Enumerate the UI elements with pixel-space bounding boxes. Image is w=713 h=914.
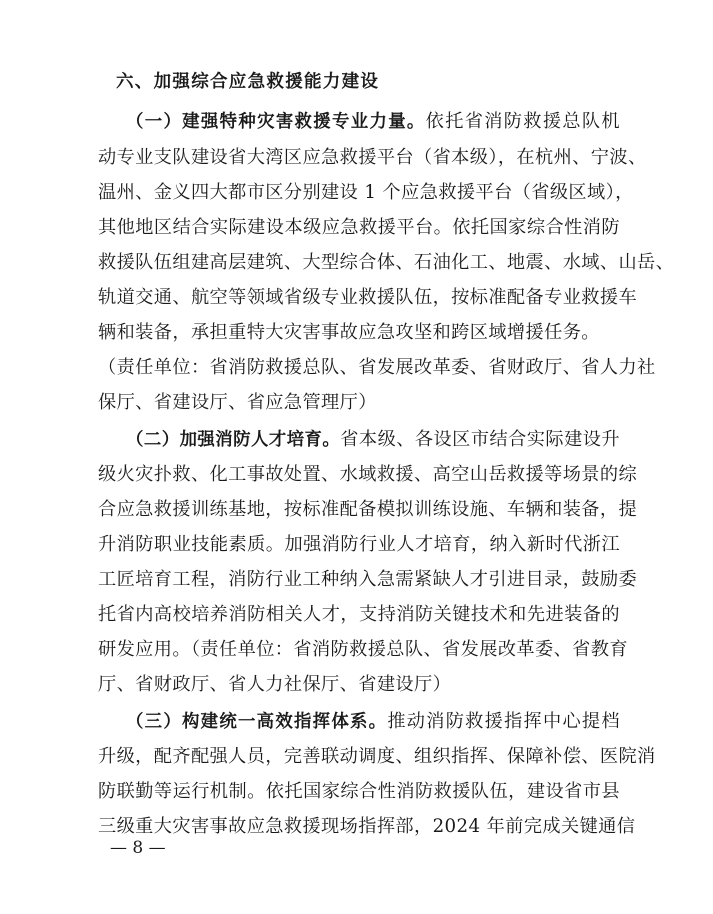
paragraph-1-line-9: 保厅、省建设厅、省应急管理厅） bbox=[98, 392, 377, 413]
paragraph-1-line-7: 辆和装备，承担重特大灾害事故应急攻坚和跨区域增援任务。 bbox=[98, 322, 600, 343]
paragraph-3-line-1 bbox=[126, 710, 620, 734]
paragraph-2-line-2: 级火灾扑救、化工事故处置、水域救援、高空山岳救援等场景的综 bbox=[98, 464, 638, 485]
paragraph-2-line-1 bbox=[126, 428, 620, 452]
paragraph-1-line-5: 救援队伍组建高层建筑、大型综合体、石油化工、地震、水域、山岳、 bbox=[98, 252, 675, 273]
paragraph-2-line-7: 研发应用。（责任单位：省消防救援总队、省发展改革委、省教育 bbox=[98, 639, 628, 660]
paragraph-1-line-6: 轨道交通、航空等领域省级专业救援队伍，按标准配备专业救援车 bbox=[98, 287, 638, 308]
paragraph-1-line-4: 其他地区结合实际建设本级应急救援平台。依托国家综合性消防 bbox=[98, 217, 620, 238]
paragraph-1-text: 依托省消防救援总队机 bbox=[425, 111, 620, 132]
paragraph-2-line-8: 厅、省财政厅、省人力社保厅、省建设厅） bbox=[98, 674, 452, 695]
paragraph-3-line-4: 三级重大灾害事故应急救援现场指挥部，2024 年前完成关键通信 bbox=[98, 816, 636, 837]
paragraph-3-text: 推动消防救援指挥中心提档 bbox=[387, 711, 620, 732]
paragraph-1-line-8: （责任单位：省消防救援总队、省发展改革委、省财政厅、省人力社 bbox=[98, 357, 656, 378]
paragraph-3-line-2: 升级，配齐配强人员，完善联动调度、组织指挥、保障补偿、医院消 bbox=[98, 746, 656, 767]
paragraph-2-line-6: 托省内高校培养消防相关人才，支持消防关键技术和先进装备的 bbox=[98, 604, 620, 625]
paragraph-2-line-4: 升消防职业技能素质。加强消防行业人才培育，纳入新时代浙江 bbox=[98, 534, 620, 555]
paragraph-1-subtitle: （一）建强特种灾害救援专业力量。 bbox=[126, 112, 426, 132]
paragraph-1-line-2: 动专业支队建设省大湾区应急救援平台（省本级），在杭州、宁波、 bbox=[98, 147, 647, 168]
paragraph-2-text: 省本级、各设区市结合实际建设升 bbox=[340, 429, 620, 450]
paragraph-3-line-3: 防联勤等运行机制。依托国家综合性消防救援队伍，建设省市县 bbox=[98, 781, 620, 802]
paragraph-1-line-1 bbox=[126, 110, 620, 134]
paragraph-3-subtitle: （三）构建统一高效指挥体系。 bbox=[126, 712, 388, 732]
page-number: — 8 — bbox=[110, 838, 166, 858]
paragraph-2-line-5: 工匠培育工程，消防行业工种纳入急需紧缺人才引进目录，鼓励委 bbox=[98, 569, 638, 590]
section-heading: 六、加强综合应急救援能力建设 bbox=[116, 72, 380, 92]
paragraph-2-subtitle: （二）加强消防人才培育。 bbox=[126, 430, 341, 450]
paragraph-2-line-3: 合应急救援训练基地，按标准配备模拟训练设施、车辆和装备，提 bbox=[98, 499, 638, 520]
paragraph-1-line-3: 温州、金义四大都市区分别建设 1 个应急救援平台（省级区域）， bbox=[98, 182, 634, 203]
